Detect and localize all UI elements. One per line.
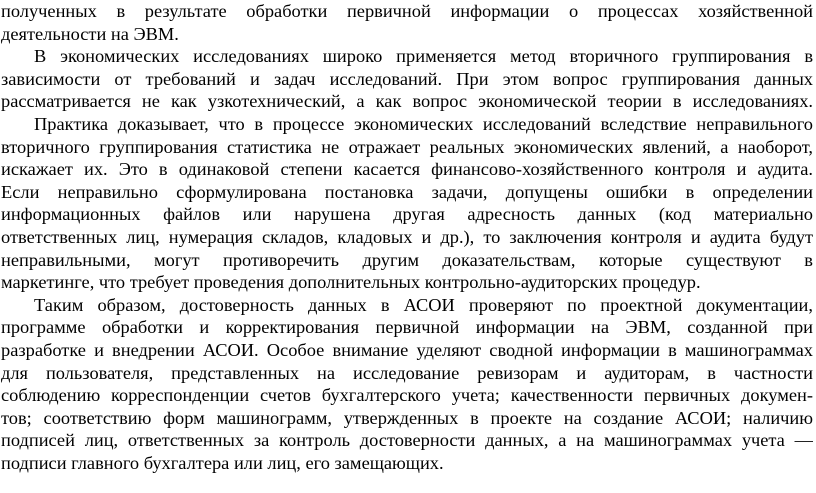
text-line: информационных файлов или нарушена другая адресность данных (код материально (1, 204, 813, 225)
text-line: рассматривается не как узкотехнический, а как вопрос экономической теории в исследованиях. (1, 91, 813, 112)
paragraph-first-line: Таким образом, достоверность данных в АСОИ проверяют по проектной документации, (34, 294, 813, 315)
text-line: неправильными, могут противоречить другим доказательствам, которые существуют в (1, 249, 813, 270)
text-line: зависимости от требований и задач исследований. При этом вопрос группирования данных (1, 68, 813, 89)
text-line: подписи главного бухгалтера или лиц, его замещающих. (1, 453, 444, 473)
text-line: искажает их. Это в одинаковой степени касается финансово-хозяйственного контроля и аудита. (1, 159, 813, 180)
text-line: деятельности на ЭВМ. (1, 23, 179, 44)
text-line: Если неправильно сформулирована постановка задачи, допущены ошибки в определении (1, 181, 813, 202)
text-line: соблюдению корреспонденции счетов бухгалтерского учета; качественности первичных докумен- (1, 385, 813, 406)
text-line: маркетинге, что требует проведения дополнительных контрольно-аудиторских процедур. (1, 272, 701, 293)
text-line: тов; соответствию форм машинограмм, утвержденных в проекте на создание АСОИ; наличию (1, 407, 813, 428)
paragraph-first-line: В экономических исследованиях широко применяется метод вторичного группирования в (34, 46, 813, 67)
text-line: разработке и внедрении АСОИ. Особое внимание уделяют сводной информации в машинограммах (1, 340, 813, 360)
text-line: полученных в результате обработки первичной информации о процессах хозяйственной (1, 1, 813, 21)
text-line: для пользователя, представленных на исследование ревизорам и аудиторам, в частности (1, 362, 813, 383)
text-line: вторичного группирования статистика не отражает реальных экономических явлений, а наоборот, (1, 136, 813, 157)
text-line: ответственных лиц, нумерация складов, кладовых и др.), то заключения контроля и аудита будут (1, 227, 813, 247)
text-line: программе обработки и корректирования первичной информации на ЭВМ, созданной при (1, 317, 813, 338)
paragraph-first-line: Практика доказывает, что в процессе экономических исследований вследствие неправильного (34, 114, 813, 134)
text-line: подписей лиц, ответственных за контроль достоверности данных, а на машинограммах учета — (1, 430, 813, 451)
